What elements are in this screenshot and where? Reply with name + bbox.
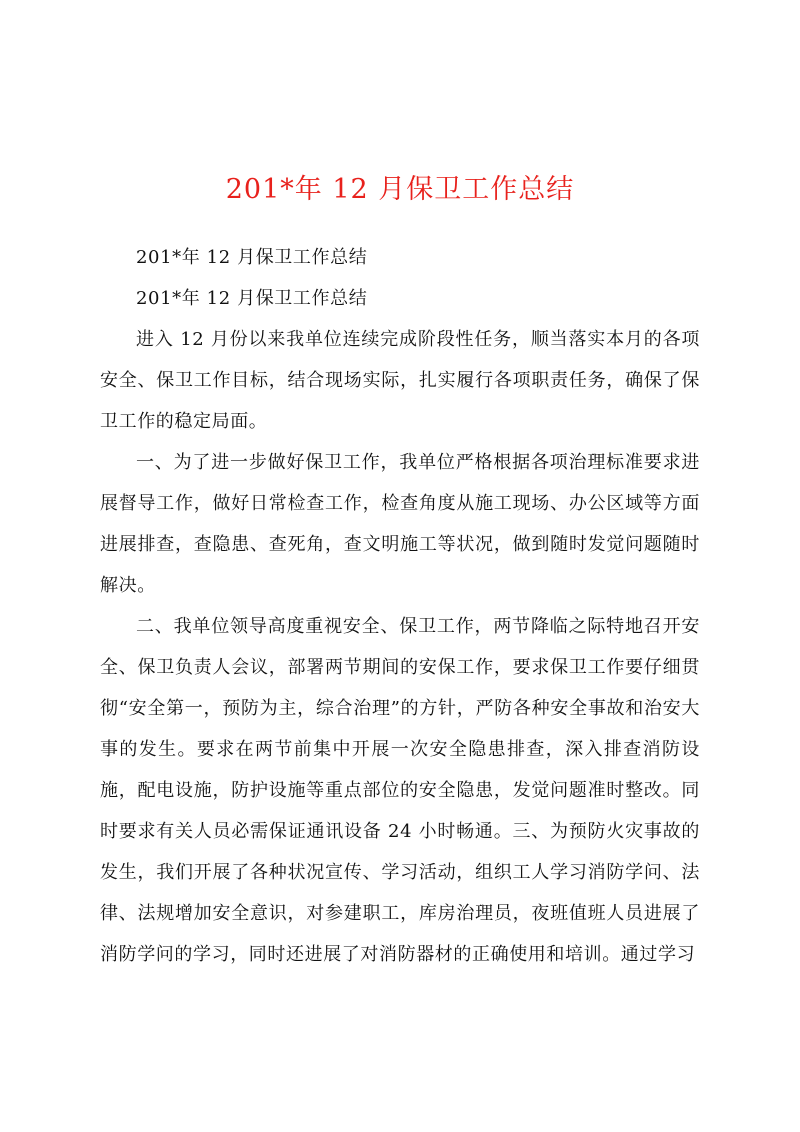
paragraph-subtitle-1: 201*年 12 月保卫工作总结: [136, 247, 368, 268]
paragraph-subtitle-2: 201*年 12 月保卫工作总结: [136, 288, 368, 309]
paragraph-section-2: 二、我单位领导高度重视安全、保卫工作，两节降临之际特地召开安全、保卫负责人会议，部署两节期间的安保工作，要求保卫工作要仔细贯彻“安全第一，预防为主，综合治理”的方针，严防各种安全事故和治安大事的发生。要求在两节前集中开展一次安全隐患排查，深入排查消防设施，配电设施，防护设施等重点部位的安全隐患，发觉问题准时整改。同时要求有关人员必需保证通讯设备 24 小时畅通。三、为预防火灾事故的发生，我们开展了各种状况宣传、学习活动，组织工人学习消防学问、法律、法规增加安全意识，对参建职工，库房治理员，夜班值班人员进展了消防学问的学习，同时还进展了对消防器材的正确使用和培训。通过学习: [100, 616, 700, 965]
paragraph-section-1: 一、为了进一步做好保卫工作，我单位严格根据各项治理标准要求进展督导工作，做好日常检查工作，检查角度从施工现场、办公区域等方面进展排查，查隐患、查死角，查文明施工等状况，做到随时发觉问题随时解决。: [100, 452, 700, 596]
paragraph-intro: 进入 12 月份以来我单位连续完成阶段性任务，顺当落实本月的各项安全、保卫工作目标，结合现场实际，扎实履行各项职责任务，确保了保卫工作的稳定局面。: [100, 329, 700, 432]
document-title: 201*年 12 月保卫工作总结: [225, 174, 575, 205]
document-body: [100, 237, 700, 975]
